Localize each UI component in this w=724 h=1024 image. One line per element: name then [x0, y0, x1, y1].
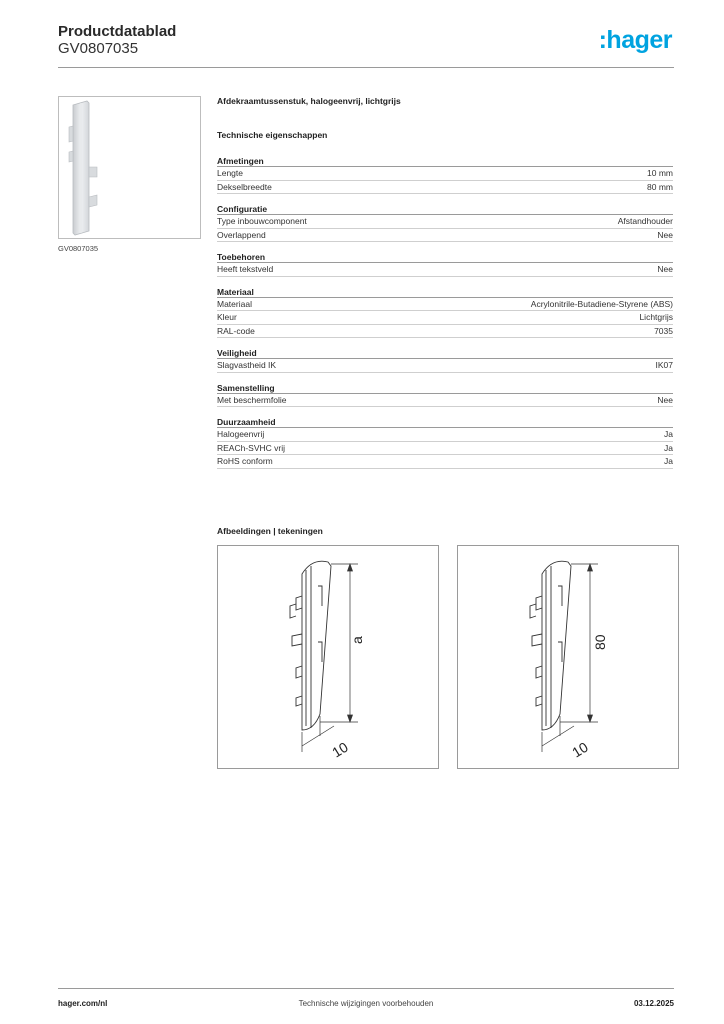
images-title: Afbeeldingen | tekeningen: [217, 526, 323, 536]
technical-drawing-2: [457, 545, 679, 769]
spec-row: [217, 442, 673, 456]
spec-row: [217, 181, 673, 195]
drawing-2-height-label: 80: [592, 634, 608, 650]
spec-value: Afstandhouder: [617, 216, 673, 226]
spec-label: Overlappend: [217, 229, 266, 240]
spec-label: Met beschermfolie: [217, 394, 287, 405]
group-title: Samenstelling: [217, 383, 673, 394]
spec-group-configuration: [217, 204, 673, 242]
group-title: Veiligheid: [217, 348, 673, 359]
spec-label: RoHS conform: [217, 456, 273, 466]
spec-value: 7035: [654, 325, 673, 336]
spec-row: [217, 229, 673, 243]
spec-group-material: [217, 287, 673, 339]
product-code: GV0807035: [58, 40, 139, 57]
spec-value: IK07: [655, 360, 673, 370]
product-thumbnail: [58, 96, 201, 239]
footer-website-link[interactable]: hager.com/nl: [58, 999, 108, 1008]
spec-label: REACh-SVHC vrij: [217, 442, 286, 453]
spec-group-composition: [217, 383, 673, 408]
spec-label: Materiaal: [217, 298, 252, 309]
spec-label: Dekselbreedte: [217, 181, 272, 192]
page-footer: [58, 988, 674, 1012]
spec-value: Nee: [657, 229, 673, 240]
group-title: Toebehoren: [217, 252, 673, 263]
spec-row: [217, 311, 673, 325]
spec-row: [217, 325, 673, 339]
spec-row: [217, 215, 673, 229]
spec-value: Ja: [664, 442, 673, 453]
spec-value: Nee: [657, 264, 673, 274]
spec-row: [217, 428, 673, 442]
spec-label: Heeft tekstveld: [217, 264, 274, 274]
spec-group-accessories: [217, 252, 673, 277]
spec-group-dimensions: [217, 156, 673, 194]
spec-value: Lichtgrijs: [639, 312, 673, 322]
page-header: [58, 22, 674, 68]
spec-value: 10 mm: [647, 168, 673, 178]
group-title: Materiaal: [217, 287, 673, 298]
spec-value: Acrylonitrile-Butadiene-Styrene (ABS): [530, 298, 673, 309]
specifications: [217, 96, 673, 479]
spec-row: [217, 455, 673, 469]
thumbnail-caption: GV0807035: [58, 244, 99, 253]
technical-properties-heading: Technische eigenschappen: [217, 130, 328, 140]
spec-group-safety: [217, 348, 673, 373]
group-title: Duurzaamheid: [217, 417, 673, 428]
spec-value: 80 mm: [647, 181, 673, 192]
drawing-1-height-label: a: [349, 636, 365, 644]
spec-row: [217, 263, 673, 277]
spec-group-sustainability: [217, 417, 673, 469]
spec-row: [217, 298, 673, 312]
spec-label: Type inbouwcomponent: [217, 216, 307, 226]
spec-value: Ja: [664, 429, 673, 439]
product-description: Afdekraamtussenstuk, halogeenvrij, lichtgrijs: [217, 96, 401, 106]
footer-disclaimer: Technische wijzigingen voorbehouden: [298, 999, 434, 1008]
spec-label: Halogeenvrij: [217, 429, 265, 439]
spec-label: Slagvastheid IK: [217, 360, 277, 370]
group-title: Configuratie: [217, 204, 673, 215]
spec-label: RAL-code: [217, 325, 255, 336]
drawing-1-width-label: 10: [329, 738, 351, 761]
spec-row: [217, 359, 673, 373]
spec-label: Lengte: [217, 168, 243, 178]
spec-value: Nee: [657, 394, 673, 405]
group-title: Afmetingen: [217, 156, 673, 167]
drawing-2-width-label: 10: [569, 738, 591, 761]
spec-row: [217, 167, 673, 181]
spec-label: Kleur: [217, 312, 237, 322]
technical-drawing-1: [217, 545, 439, 769]
footer-date: 03.12.2025: [633, 999, 674, 1008]
spec-row: [217, 394, 673, 408]
spec-value: Ja: [664, 456, 673, 466]
page-title: Productdatablad: [58, 23, 177, 40]
hager-logo: :hager: [598, 26, 672, 54]
